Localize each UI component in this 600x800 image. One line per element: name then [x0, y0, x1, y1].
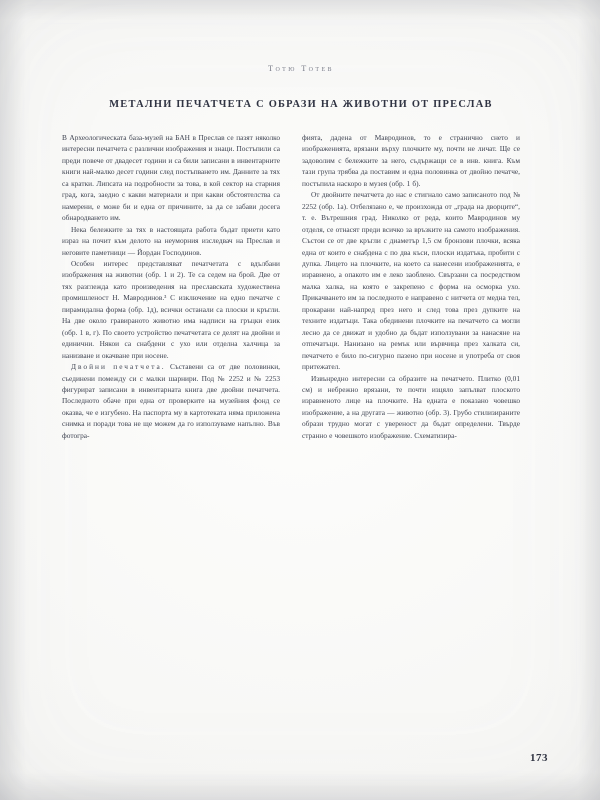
page-type-area — [62, 64, 540, 441]
paragraph: В Археологическата база-музей на БАН в Преслав се пазят няколко интересни печатчета с различни изображения и знаци. Постъпили са преди повече от двадесет години и са били записани в инвентарните книги най-малко десет години след постъпването им. Данните за тях са кратки. Липсата на подробности за това, в кой сектор на старния град, кога, заедно с какви материали и при какви обстоятелства са намерени, е може би и една от причините, за да се забави досега обнародването им. — [62, 133, 280, 223]
paragraph: Извънредно интересни са образите на печатчето. Плитко (0,01 см) и небрежно врязани, те почти изцяло запълват плоското изравненото лице на плочките. На едната е показано човешко изображение, а на другата — животно (обр. 3). Грубо стилизираните образи трудно могат с увереност да бъдат определени. Твърде странно е човешкото изображение. Схематизира- — [302, 373, 520, 440]
page-number: 173 — [530, 752, 548, 764]
article-author: Тотю Тотев — [268, 64, 334, 73]
scan-edge-shadow-bottom — [0, 772, 600, 800]
scan-edge-shadow-left — [0, 0, 26, 800]
paragraph: фията, дадена от Мавродинов, то е странично снето и изображенията, врязани върху плочките му, почти не личат. Ще се задоволим с бележките за него, съдържащи се в инв. книга. Към тази група трябва да поставим и една половинка от двойно печатче, постъпила наскоро в музея (обр. 1 б). — [302, 133, 520, 188]
paragraph: Особен интерес представляват печатчетата с вдълбани изображения на животни (обр. 1 и 2). Те са седем на брой. Две от тях разглежда като произведения на преславската художествена промишленост Н. Мавродинов.³ С изключение на едно печатче с пирамидална форма (обр. 1д), всички останали са плоски и кръгли. На две около гравираното животно има надписи на гръцки език (обр. 1 в, г). По своето устройство печатчетата се делят на двойни и единични. Някои са снабдени с ухо или отделна халчица за нанизване и окачване при носене. — [62, 258, 280, 360]
two-column-body — [62, 132, 540, 441]
paragraph: Нека бележките за тях в настоящата работа бъдат приети като израз на почит към делото на неуморния изследвач на Преслав и неговите паметници — Йордан Господинов. — [62, 224, 280, 257]
paragraph: Двойни печатчета. Съставени са от две половинки, съединени помежду си с малки шарнири. Под № 2252 и № 2253 фигурират записани в инвентарната книга две двойни печатчета. Последното обаче при една от проверките на музейния фонд се оказва, че е изгубено. На паспорта му в картотеката няма приложена снимка и поради това не ще можем да го използуваме напълно. Във фотогра- — [62, 362, 280, 440]
scan-edge-shadow-top — [0, 0, 600, 20]
scan-edge-shadow-right — [578, 0, 600, 800]
article-title: МЕТАЛНИ ПЕЧАТЧЕТА С ОБРАЗИ НА ЖИВОТНИ ОТ ПРЕСЛАВ — [109, 99, 493, 110]
left-text-column — [62, 132, 280, 441]
run-in-heading: Двойни печатчета. — [71, 362, 166, 372]
right-text-column — [302, 132, 520, 441]
paragraph: От двойните печатчета до нас е стигнало само записаното под № 2252 (обр. 1а). Отбелязано е, че произхожда от „града на дворците“, т. е. Вътрешния град. Николко от реда, които Мавродинов му отделя, се отнасят преди всичко за връзките на самото изображения. Състои се от две кръгли с диаметър 1,5 см бронзови плочки, всяка една от които е снабдена с по два къси, плоски издатъка, пробити с дупка. Лицето на плочките, на което са нанесени изображенията, е изравнено, а опакото им е леко заоблено. Свързани са посредством малка халка, на която е закрепено с форма на осморка ухо. Прикачването им за последното е направено с нитчета от медна тел, прокарани най-напред през него и след това през дупките на техните издатъци. Така обединени плочките на печатчето са могли лесно да се движат и удобно да бъдат използувани за нанасяне на отпечатъци. Нанизано на ремък или вървчица през халката си, печатчето е било по-сигурно пазено при носене и употреба от своя притежател. — [302, 190, 520, 372]
